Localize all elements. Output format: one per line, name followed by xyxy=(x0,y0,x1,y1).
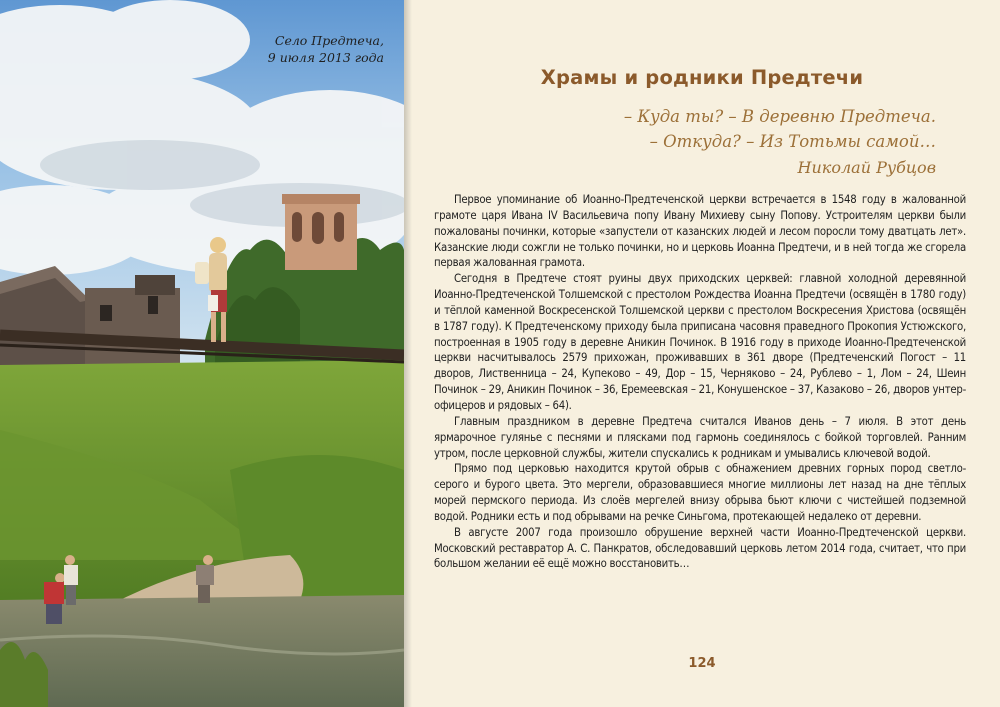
epigraph-author: Николай Рубцов xyxy=(797,158,936,177)
church-ruin xyxy=(282,194,360,270)
paragraph: В августе 2007 года произошло обрушение верхней части Иоанно-Предтеченской церкви. Московский реставратор А. С. Панкратов, обследовавший церковь летом 2014 года, считает, что при большом желании её ещё можно восстановить… xyxy=(434,525,966,571)
photo-caption xyxy=(268,32,384,66)
photo-illustration xyxy=(0,0,404,707)
village-photo xyxy=(0,0,404,707)
photo-caption-date: 9 июля 2013 года xyxy=(267,50,384,65)
epigraph-line-1: – Куда ты? – В деревню Предтеча. xyxy=(623,107,936,126)
paragraph: Главным праздником в деревне Предтеча считался Иванов день – 7 июля. В этот день ярмарочное гулянье с песнями и плясками под гармонь соединялось с бойкой торговлей. Ранним утром, после церковной службы, жители спускались к родникам и умывались ключевой водой. xyxy=(434,414,966,460)
paragraph: Сегодня в Предтече стоят руины двух приходских церквей: главной холодной деревянной Иоанно-Предтеченской Толшемской с престолом Рождества Иоанна Предтечи (освящён в 1780 году) и тёплой каменной Воскресенской Толшемской церкви с престолом Воскресения Христова (освящён в 1787 году). К Предтеченскому приходу была приписана часовня праведного Прокопия Устюжского, построенная в 1905 году в деревне Аникин Починок. В 1916 году в приходе Иоанно-Предтеченской церкви насчитывалось 2579 прихожан, проживавших в 361 дворе (Предтеченский Погост – 11 дворов, Лиственница – 24, Купеково – 49, Дор – 15, Черняково – 24, Рублево – 1, Лом – 24, Шеин Починок – 29, Аникин Починок – 36, Еремеевская – 21, Конушенское – 37, Казаково – 26, дворов унтер-офицеров и рядовых – 64). xyxy=(434,272,966,412)
chapter-title: Храмы и родники Предтечи xyxy=(540,66,864,89)
photo-caption-place: Село Предтеча, xyxy=(274,33,384,48)
epigraph xyxy=(624,104,936,180)
epigraph-line-2: – Откуда? – Из Тотьмы самой… xyxy=(649,132,936,151)
page-number: 124 xyxy=(688,656,716,671)
paragraph: Первое упоминание об Иоанно-Предтеченской церкви встречается в 1548 году в жалованной грамоте царя Ивана IV Васильевича попу Ивану Михиеву сыну Попову. Устроителям церкви были пожалованы починки, которые «запустели от казанских людей и лесом поросли тому дватцать лет». Казанские люди сожгли не только починки, но и церковь Иоанна Предтечи, и в ней тогда же сгорела первая жалованная грамота. xyxy=(434,193,966,270)
text-page xyxy=(404,0,1000,707)
article-body xyxy=(434,192,966,572)
paragraph: Прямо под церковью находится крутой обрыв с обнажением древних горных пород светло-серого и бурого цвета. Это мергели, образовавшиеся многие миллионы лет назад на дне тёплых морей пермского периода. Из слоёв мергелей внизу обрыва бьют ключи с чистейшей подземной водой. Родники есть и под обрывами на речке Синьгома, протекающей недалеко от деревни. xyxy=(434,462,966,523)
